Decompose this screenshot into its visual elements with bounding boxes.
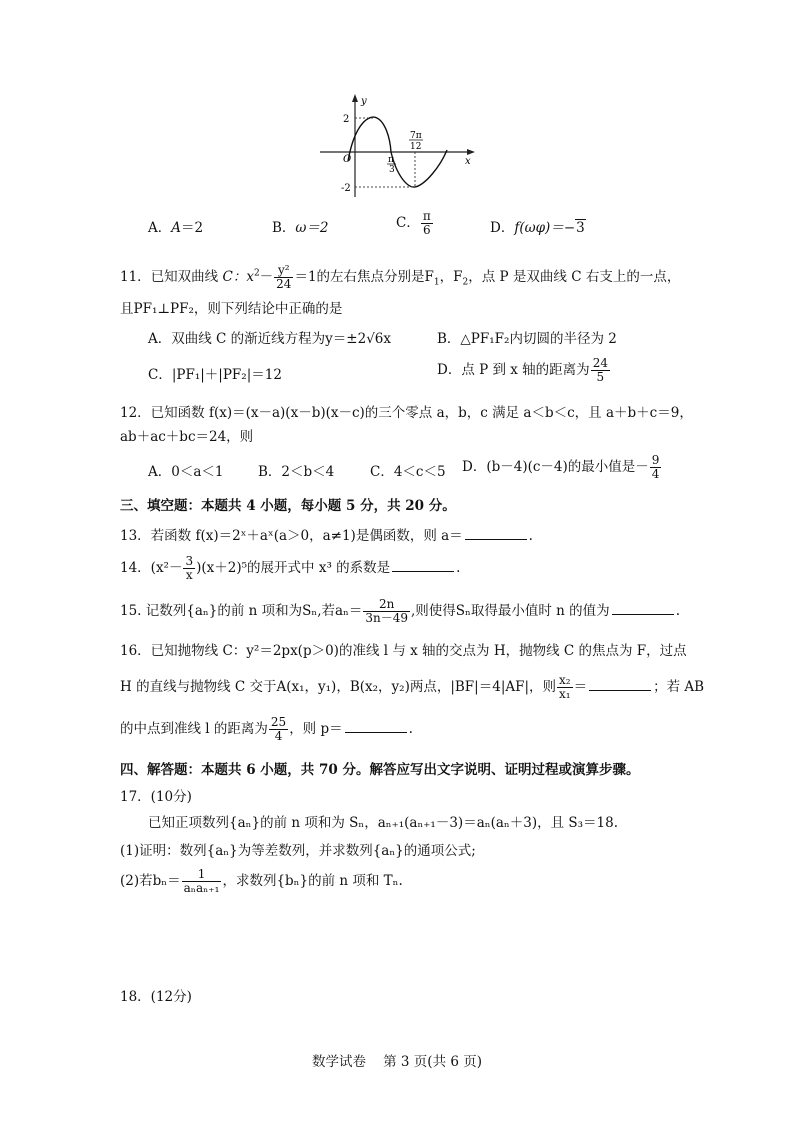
section-3-heading: 三、填空题：本题共 4 小题，每小题 5 分，共 20 分。 bbox=[120, 498, 456, 514]
q10-option-a: A．A＝2 bbox=[148, 220, 204, 236]
y-min-label: -2 bbox=[341, 183, 351, 194]
q10-option-d: D．f(ωφ)＝−3 bbox=[490, 220, 585, 236]
q15: 15. 记数列{aₙ}的前 n 项和为Sₙ,若aₙ＝ $\frac{2n}{3n-49}$ ,则使得Sₙ取得最小值时 n 的值为 . bbox=[120, 597, 680, 625]
q13: 13．若函数 f(x)＝2ˣ＋aˣ(a＞0，a≠1)是偶函数，则 a＝ . bbox=[120, 528, 533, 544]
q17-body: 已知正项数列{aₙ}的前 n 项和为 Sₙ，aₙ₊₁(aₙ₊₁－3)＝aₙ(aₙ＋3)，且 S₃＝18. bbox=[148, 815, 619, 831]
origin-label: O bbox=[343, 154, 352, 165]
q12-line2: ab＋ac＋bc＝24，则 bbox=[120, 429, 254, 445]
q17-heading: 17．(10分) bbox=[120, 789, 192, 805]
x-axis-arrow bbox=[467, 149, 475, 155]
q16-line2: H 的直线与抛物线 C 交于A(x₁，y₁)，B(x₂，y₂)两点，|BF|＝4|AF|，则 $\frac{\text{x₂}}{\text{x₁}}$ ＝ ；若 AB bbox=[120, 673, 705, 701]
q12-option-c: C．4＜c＜5 bbox=[370, 464, 446, 480]
q11-option-a: A．双曲线 C 的渐近线方程为y＝±2√6x bbox=[148, 331, 391, 347]
q10-option-b: B．ω＝2 bbox=[272, 220, 329, 236]
y-max-label: 2 bbox=[343, 114, 350, 125]
page-footer: 数学试卷 第 3 页(共 6 页) bbox=[311, 1054, 483, 1070]
q16-blank-2[interactable] bbox=[345, 720, 407, 733]
sine-graph bbox=[315, 92, 480, 200]
seven-pi-num: 7π bbox=[410, 131, 422, 141]
x-label: x bbox=[465, 156, 471, 167]
q17-part-2: (2)若bₙ＝ $\frac{1}{\text{aₙaₙ₊₁}}$ ，求数列{bₙ}的前 n 项和 Tₙ. bbox=[120, 867, 403, 895]
y-axis-arrow bbox=[352, 94, 358, 102]
q15-blank[interactable] bbox=[612, 602, 674, 615]
q12-option-d: D．(b－4)(c－4)的最小值是－ $\frac{9}{4}$ bbox=[462, 453, 660, 481]
q16-blank-1[interactable] bbox=[589, 678, 651, 691]
q17-part-1: (1)证明：数列{aₙ}为等差数列，并求数列{aₙ}的通项公式; bbox=[120, 843, 476, 859]
q14-blank[interactable] bbox=[392, 559, 454, 572]
q11-line2: 且PF₁⊥PF₂，则下列结论中正确的是 bbox=[120, 301, 343, 317]
q16-line1: 16．已知抛物线 C：y²＝2px(p＞0)的准线 l 与 x 轴的交点为 H，抛物线 C 的焦点为 F，过点 bbox=[120, 643, 687, 659]
q18-heading: 18．(12分) bbox=[120, 989, 192, 1005]
pi3-den: 3 bbox=[389, 165, 395, 175]
q11-option-d: D．点 P 到 x 轴的距离为 $\frac{24}{5}$ bbox=[437, 356, 608, 384]
q12-option-b: B．2＜b＜4 bbox=[258, 464, 335, 480]
pi3-num: π bbox=[388, 155, 394, 165]
q16-line3: 的中点到准线 l 的距离为 $\frac{25}{4}$ ，则 p＝ . bbox=[120, 715, 413, 743]
q12-option-a: A．0＜a＜1 bbox=[148, 464, 224, 480]
y-label: y bbox=[361, 96, 367, 107]
q11-line1: 11．已知双曲线 C：$x^2-$ $\frac{\text{y²}}{24}$ ＝1的左右焦点分别是$F_1$，$F_2$，点 P 是双曲线 C 右支上的一点， bbox=[120, 263, 681, 291]
section-4-heading: 四、解答题：本题共 6 小题，共 70 分。解答应写出文字说明、证明过程或演算步骤。 bbox=[120, 762, 640, 778]
q12-line1: 12．已知函数 f(x)＝(x－a)(x－b)(x－c)的三个零点 a，b，c 满足 a＜b＜c，且 a＋b＋c＝9， bbox=[120, 405, 693, 421]
q11-option-c: C．|PF₁|＋|PF₂|＝12 bbox=[148, 367, 282, 383]
q10-option-c: C． $\frac{\pi}{6}$ bbox=[396, 209, 431, 237]
q13-blank[interactable] bbox=[465, 527, 527, 540]
q11-option-b: B．△PF₁F₂内切圆的半径为 2 bbox=[437, 331, 617, 347]
q14: 14．(x²－ $\frac{3}{x}$ )(x＋2)⁵的展开式中 x³ 的系数是 . bbox=[120, 554, 461, 582]
seven-pi-den: 12 bbox=[410, 142, 422, 152]
